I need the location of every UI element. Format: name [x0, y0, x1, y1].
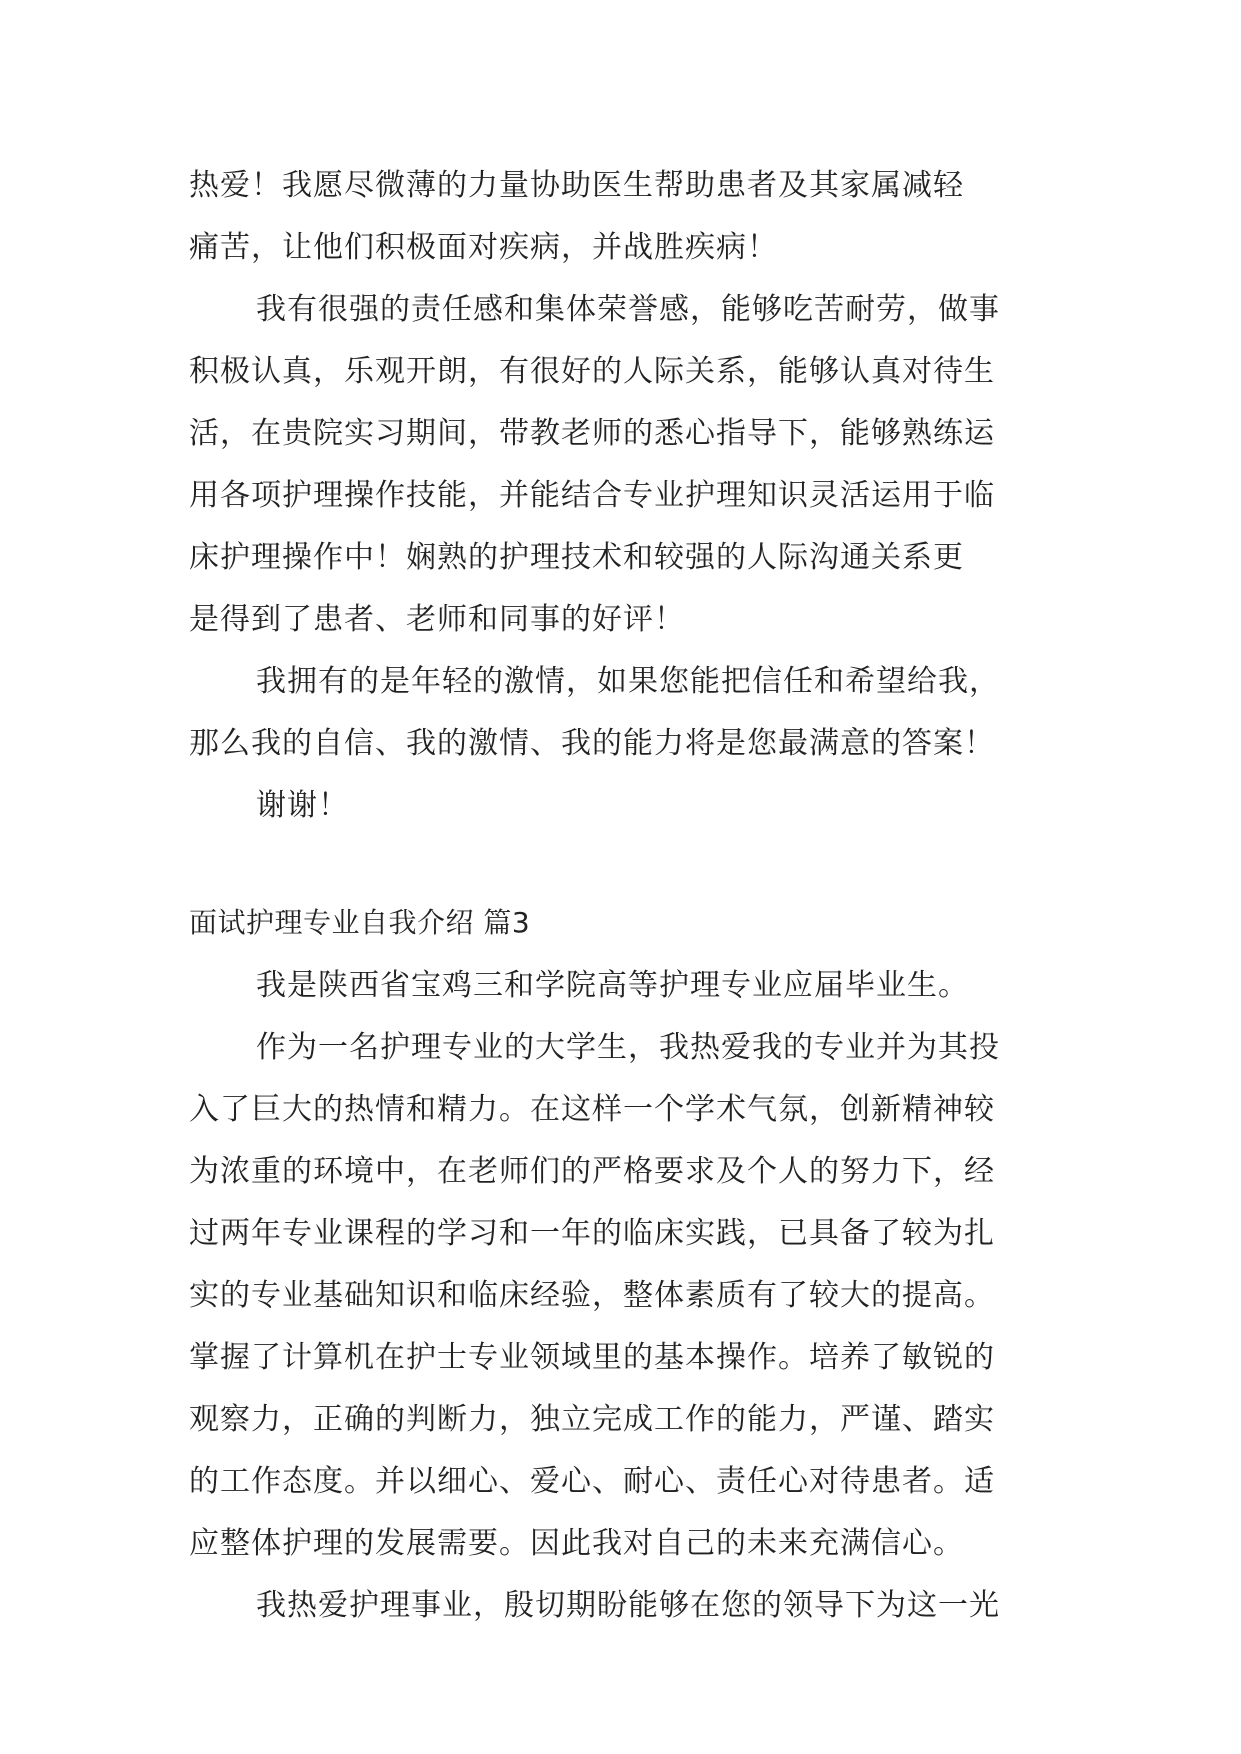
text-line: 是得到了患者、老师和同事的好评！: [189, 602, 685, 637]
text-line: 掌握了计算机在护士专业领域里的基本操作。培养了敏锐的: [189, 1340, 995, 1375]
text-line: 活，在贵院实习期间，带教老师的悉心指导下，能够熟练运: [189, 416, 995, 451]
text-line: 我热爱护理事业，殷切期盼能够在您的领导下为这一光: [256, 1588, 1000, 1623]
text-line: 入了巨大的热情和精力。在这样一个学术气氛，创新精神较: [189, 1092, 995, 1127]
text-line: 作为一名护理专业的大学生，我热爱我的专业并为其投: [256, 1030, 1000, 1065]
text-line: 热爱！我愿尽微薄的力量协助医生帮助患者及其家属减轻: [189, 168, 964, 203]
text-line: 积极认真，乐观开朗，有很好的人际关系，能够认真对待生: [189, 354, 995, 389]
text-line: 谢谢！: [256, 788, 349, 823]
text-line: 床护理操作中！娴熟的护理技术和较强的人际沟通关系更: [189, 540, 964, 575]
text-line: 过两年专业课程的学习和一年的临床实践，已具备了较为扎: [189, 1216, 995, 1251]
text-line: 实的专业基础知识和临床经验，整体素质有了较大的提高。: [189, 1278, 995, 1313]
text-line: 我是陕西省宝鸡三和学院高等护理专业应届毕业生。: [256, 968, 969, 1003]
text-line: 应整体护理的发展需要。因此我对自己的未来充满信心。: [189, 1526, 964, 1561]
text-line: 我拥有的是年轻的激情，如果您能把信任和希望给我，: [256, 664, 1000, 699]
text-line: 我有很强的责任感和集体荣誉感，能够吃苦耐劳，做事: [256, 292, 1000, 327]
section-heading: 面试护理专业自我介绍 篇3: [189, 906, 531, 939]
text-line: 的工作态度。并以细心、爱心、耐心、责任心对待患者。适: [189, 1464, 995, 1499]
text-line: 为浓重的环境中，在老师们的严格要求及个人的努力下，经: [189, 1154, 995, 1189]
text-line: 痛苦，让他们积极面对疾病，并战胜疾病！: [189, 230, 778, 265]
text-line: 观察力，正确的判断力，独立完成工作的能力，严谨、踏实: [189, 1402, 995, 1437]
text-line: 那么我的自信、我的激情、我的能力将是您最满意的答案！: [189, 726, 995, 761]
text-line: 用各项护理操作技能，并能结合专业护理知识灵活运用于临: [189, 478, 995, 513]
